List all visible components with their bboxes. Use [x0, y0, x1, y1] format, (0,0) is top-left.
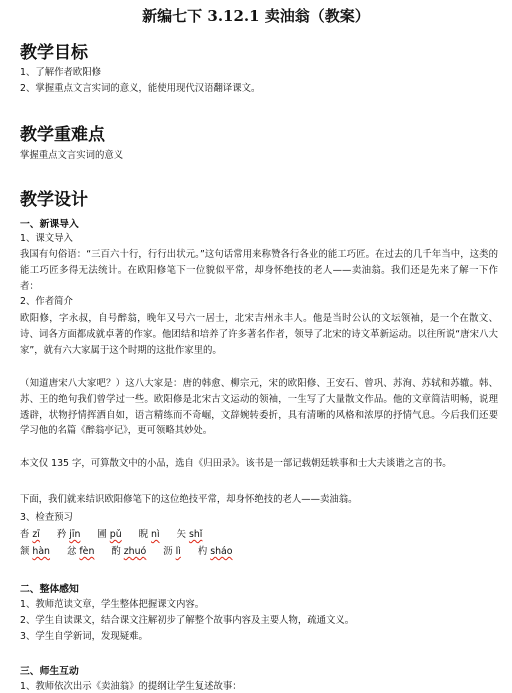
- text-note-paragraph: [20, 456, 498, 472]
- section-title-interaction: 三、师生互动: [20, 666, 79, 677]
- subheading-author: 2、作者简介: [20, 296, 73, 307]
- pinyin-row-1: [20, 528, 216, 542]
- goal-item-1: 1、了解作者欧阳修: [20, 67, 101, 78]
- intro-text: 我国有句俗语：“三百六十行，行行出状元。”这句话常用来称赞各行各业的能工巧匠。在过去的几千年当中，这类的能工巧匠多得无法统计。在欧阳修笔下一位貌似平常，却身怀绝技的老人——卖油翁。我们还是先来了解一下作者：: [20, 249, 498, 292]
- heading-design: 教学设计: [20, 190, 88, 210]
- heading-goals: 教学目标: [20, 43, 88, 63]
- intro-paragraph: [20, 247, 498, 294]
- overview-item-2: 2、学生自读课文，结合课文注解初步了解整个故事内容及主要人物，疏通文义。: [20, 615, 355, 626]
- heading-keypoints: 教学重难点: [20, 125, 105, 145]
- pinyin-item: 睨 nì: [138, 529, 160, 540]
- pinyin-row-2: [20, 545, 247, 559]
- document-title: 新编七下 3.12.1 卖油翁（教案）: [142, 7, 370, 25]
- author-text-1: 欧阳修，字永叔，自号醉翁，晚年又号六一居士，北宋吉州永丰人。他是当时公认的文坛领袖，是一个在散文、诗、词各方面都成就卓著的作家。他团结和培养了许多著名作者，领导了北宋的诗文革新运动。以往所说“唐宋八大家”，就有六大家属于这个时期的这批作家里的。: [20, 313, 498, 356]
- overview-item-3: 3、学生自学新词，发现疑难。: [20, 631, 148, 642]
- overview-item-1: 1、教师范读文章，学生整体把握课文内容。: [20, 599, 205, 610]
- keypoints-text: 掌握重点文言实词的意义: [20, 150, 124, 161]
- transition-paragraph: [20, 492, 498, 508]
- interaction-item-1: 1、教师依次出示《卖油翁》的提纲让学生复述故事：: [20, 681, 242, 692]
- goal-item-2: 2、掌握重点文言实词的意义，能使用现代汉语翻译课文。: [20, 83, 261, 94]
- pinyin-item: 酌 zhuó: [111, 546, 147, 557]
- pinyin-item: 沓 zī: [20, 529, 40, 540]
- section-title-overview: 二、整体感知: [20, 584, 79, 595]
- text-note: 本文仅 135 字，可算散文中的小品，选自《归田录》。该书是一部记载朝廷轶事和士大夫谈谐之言的书。: [20, 458, 452, 469]
- pinyin-item: 矜 jīn: [56, 529, 81, 540]
- pinyin-item: 矢 shǐ: [176, 529, 203, 540]
- pinyin-item: 沥 lì: [163, 546, 181, 557]
- author-paragraph-2: [20, 376, 498, 439]
- pinyin-item: 忿 fèn: [67, 546, 95, 557]
- transition-text: 下面，我们就来结识欧阳修笔下的这位绝技平常，却身怀绝技的老人——卖油翁。: [20, 494, 358, 505]
- pinyin-item: 颔 hàn: [20, 546, 51, 557]
- subheading-preview-check: 3、检查预习: [20, 512, 73, 523]
- author-paragraph-1: [20, 311, 498, 358]
- subheading-lesson-intro: 1、课文导入: [20, 233, 73, 244]
- pinyin-item: 圃 pǔ: [97, 529, 122, 540]
- section-title-intro: 一、新课导入: [20, 219, 79, 230]
- pinyin-item: 杓 sháo: [197, 546, 233, 557]
- author-text-2: （知道唐宋八大家吧？）这八大家是：唐的韩愈、柳宗元，宋的欧阳修、王安石、曾巩、苏洵、苏轼和苏辙。韩、苏、王的绝句我们曾学过一些。欧阳修是北宋古文运动的领袖，一生写了大量散文作品。他的文章简洁明畅，说理透辟，状物抒情挥洒自如，语言精练而不奇崛，文辞婉转委折，具有清晰的风格和浓厚的抒情气息。今后我们还要学习他的名篇《醉翁亭记》，更可领略其妙处。: [20, 378, 498, 437]
